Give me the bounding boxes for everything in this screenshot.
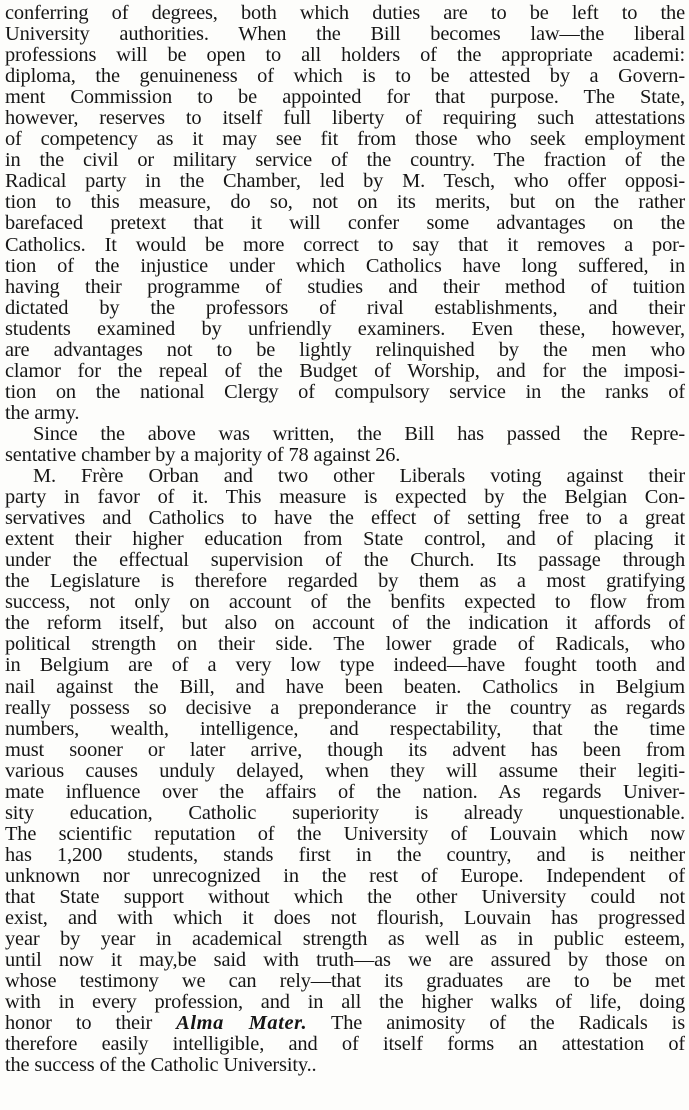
- text-line: under the effectual supervision of the Church. Its passage through: [5, 550, 685, 572]
- text-line: of competency as it may see fit from those who seek employment: [5, 129, 685, 151]
- text-line: various causes unduly delayed, when they will assume their legiti-: [5, 760, 685, 782]
- text-line: sity education, Catholic superiority is already unquestionable.: [5, 802, 685, 824]
- text-line: political strength on their side. The lower grade of Radicals, who: [5, 634, 685, 656]
- text-fragment: honor to their: [5, 1013, 153, 1035]
- text-line: dictated by the professors of rival establishments, and their: [5, 297, 685, 319]
- text-line: unknown nor unrecognized in the rest of Europe. Independent of: [5, 865, 685, 887]
- paragraph-1: [5, 3, 685, 424]
- text-line: in the civil or military service of the country. The fraction of the: [5, 150, 685, 172]
- text-line: diploma, the genuineness of which is to be attested by a Govern-: [5, 66, 685, 88]
- text-line: clamor for the repeal of the Budget of Worship, and for the imposi-: [5, 360, 685, 382]
- text-line: nail against the Bill, and have been beaten. Catholics in Belgium: [5, 676, 685, 698]
- text-line: M. Frère Orban and two other Liberals voting against their: [33, 466, 685, 488]
- text-line: really possess so decisive a preponderance ir the country as regards: [5, 697, 685, 719]
- text-fragment: The animosity of the Radicals is: [330, 1013, 685, 1035]
- text-line: exist, and with which it does not flourish, Louvain has progressed: [5, 908, 685, 930]
- text-line: the success of the Catholic University..: [5, 1055, 317, 1077]
- text-line: extent their higher education from State control, and of placing it: [5, 529, 685, 551]
- text-line: ment Commission to be appointed for that purpose. The State,: [5, 87, 685, 109]
- paragraph-2: [5, 424, 685, 466]
- text-line: year by year in academical strength as well as in public esteem,: [5, 929, 685, 951]
- text-line: however, reserves to itself full liberty of requiring such attestations: [5, 108, 685, 130]
- alma-mater-italic: Alma Mater.: [176, 1013, 308, 1035]
- text-line: success, not only on account of the benfits expected to flow from: [5, 592, 685, 614]
- text-line: University authorities. When the Bill becomes law—the liberal: [5, 24, 685, 46]
- text-line: professions will be open to all holders of the appropriate academi:: [5, 45, 685, 67]
- text-line: students examined by unfriendly examiners. Even these, however,: [5, 318, 685, 340]
- text-line: conferring of degrees, both which duties are to be left to the: [5, 3, 685, 24]
- text-line: the army.: [5, 402, 80, 424]
- text-line: barefaced pretext that it will confer some advantages on the: [5, 213, 685, 235]
- article-column: [5, 3, 685, 1076]
- text-line: tion of the injustice under which Catholics have long suffered, in: [5, 255, 685, 277]
- text-line: numbers, wealth, intelligence, and respectability, that the time: [5, 718, 685, 740]
- text-line: are advantages not to be lightly relinquished by the men who: [5, 339, 685, 361]
- text-line: with in every profession, and in all the higher walks of life, doing: [5, 992, 685, 1014]
- text-line: tion on the national Clergy of compulsory service in the ranks of: [5, 381, 685, 403]
- text-line: the Legislature is therefore regarded by them as a most gratifying: [5, 571, 685, 593]
- text-line-alma-mater: [5, 1013, 685, 1034]
- text-line: party in favor of it. This measure is expected by the Belgian Con-: [5, 487, 685, 509]
- text-line: having their programme of studies and their method of tuition: [5, 276, 685, 298]
- text-line: tion to this measure, do so, not on its merits, but on the rather: [5, 192, 685, 214]
- text-line: in Belgium are of a very low type indeed—have fought tooth and: [5, 655, 685, 677]
- text-line: servatives and Catholics to have the effect of setting free to a great: [5, 508, 685, 530]
- text-line: the reform itself, but also on account of the indication it affords of: [5, 613, 685, 635]
- text-line: sentative chamber by a majority of 78 against 26.: [5, 444, 401, 466]
- text-line: Since the above was written, the Bill has passed the Repre-: [33, 423, 685, 445]
- text-line: therefore easily intelligible, and of itself forms an attestation of: [5, 1034, 685, 1056]
- text-line: until now it may,be said with truth—as we are assured by those on: [5, 950, 685, 972]
- text-line: that State support without which the other University could not: [5, 886, 685, 908]
- text-line: whose testimony we can rely—that its graduates are to be met: [5, 971, 685, 993]
- text-line: The scientific reputation of the University of Louvain which now: [5, 823, 685, 845]
- text-line: mate influence over the affairs of the nation. As regards Univer-: [5, 781, 685, 803]
- text-line: has 1,200 students, stands first in the country, and is neither: [5, 844, 685, 866]
- text-line: Catholics. It would be more correct to say that it removes a por-: [5, 234, 685, 256]
- paragraph-3: [5, 466, 685, 1076]
- text-line: Radical party in the Chamber, led by M. Tesch, who offer opposi-: [5, 171, 685, 193]
- text-line: must sooner or later arrive, though its advent has been from: [5, 739, 685, 761]
